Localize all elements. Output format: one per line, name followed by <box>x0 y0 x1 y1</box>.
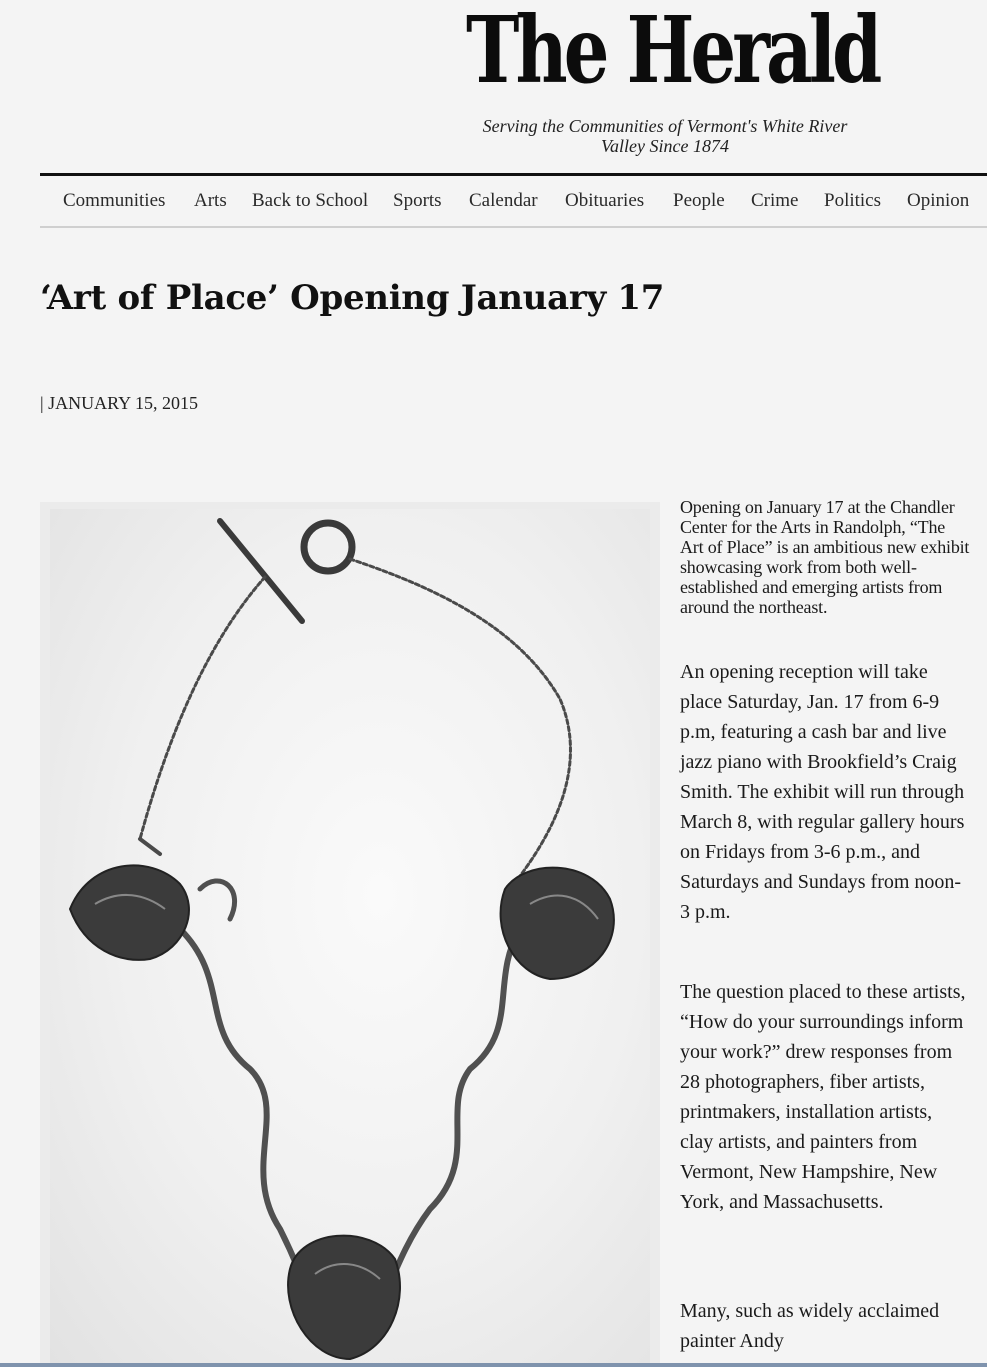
left-blossom <box>70 865 189 959</box>
nav-item-sports[interactable]: Sports <box>393 190 442 211</box>
nav-item-back-to-school[interactable]: Back to School <box>252 190 369 211</box>
right-blossom <box>501 868 614 979</box>
nav-item-opinion[interactable]: Opinion <box>907 190 970 211</box>
nav-item-politics[interactable]: Politics <box>824 190 882 211</box>
right-chain <box>350 559 570 889</box>
bottom-blossom <box>288 1236 400 1359</box>
necklace-photo[interactable] <box>50 509 650 1367</box>
masthead <box>0 0 987 172</box>
left-chain <box>140 577 265 839</box>
window-bottom-bar <box>0 1363 987 1367</box>
nav-bottom-rule <box>40 226 987 228</box>
clasp-ring <box>304 523 352 571</box>
article-paragraph-1: An opening reception will take place Saturday, Jan. 17 from 6-9 p.m, featuring a cash bar and live jazz piano with Brookfield’s Craig Smith. The exhibit will run through March 8, with regular gallery hours on Fridays from 3-6 p.m., and Saturdays and Sundays from noon- 3 p.m. <box>680 661 965 923</box>
site-logo[interactable]: The Herald <box>466 0 879 104</box>
main-nav <box>40 176 987 226</box>
nav-item-crime[interactable]: Crime <box>751 190 799 211</box>
clasp-bar <box>220 521 302 621</box>
nav-item-communities[interactable]: Communities <box>63 190 166 211</box>
article-headline: ‘Art of Place’ Opening January 17 <box>40 278 665 318</box>
nav-item-people[interactable]: People <box>673 190 725 211</box>
article-dateline: | JANUARY 15, 2015 <box>40 393 198 413</box>
necklace-illustration <box>50 509 650 1367</box>
nav-item-calendar[interactable]: Calendar <box>469 190 538 211</box>
nav-item-arts[interactable]: Arts <box>194 190 227 211</box>
article-paragraph-2: The question placed to these artists, “How do your surroundings inform your work?” drew responses from 28 photographers, fiber artists, printmakers, installation artists, clay artists, and painters from Vermont, New Hampshire, New York, and Massachusetts. <box>680 981 966 1213</box>
left-loop <box>200 881 235 919</box>
left-chain-link <box>140 839 160 854</box>
article-image-frame <box>40 502 660 1367</box>
nav-item-obituaries[interactable]: Obituaries <box>565 190 645 211</box>
site-tagline: Serving the Communities of Vermont's White River Valley Since 1874 <box>482 116 848 156</box>
article-paragraph-3: Many, such as widely acclaimed painter Andy <box>680 1300 940 1352</box>
article-lead: Opening on January 17 at the Chandler Center for the Arts in Randolph, “The Art of Place” is an ambitious new exhibit showcasing work from both well-established and emerging artists from around the northeast. <box>680 497 970 617</box>
